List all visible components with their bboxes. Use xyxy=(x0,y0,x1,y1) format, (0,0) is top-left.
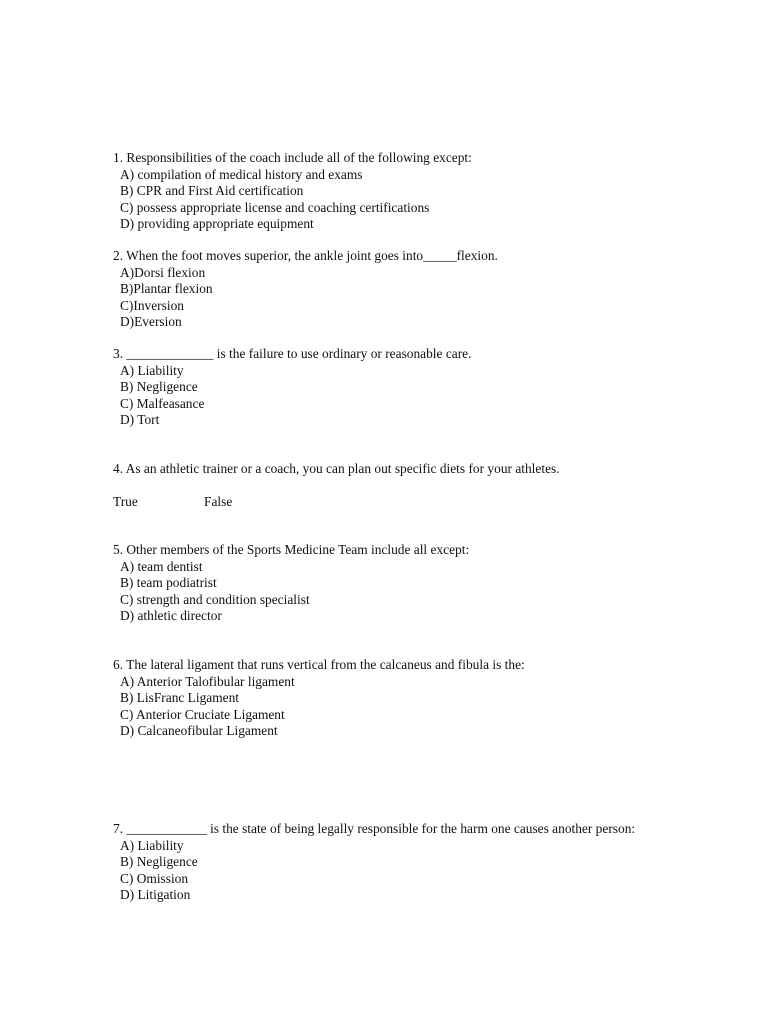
question-3-option-b: B) Negligence xyxy=(120,379,198,394)
question-1-prompt: 1. Responsibilities of the coach include all of the following except: xyxy=(113,150,472,165)
question-2-option-c: C)Inversion xyxy=(120,297,184,313)
question-1-option-d: D) providing appropriate equipment xyxy=(120,216,314,231)
question-1 xyxy=(113,150,753,233)
question-3 xyxy=(113,346,753,429)
question-6-option-a: A) Anterior Talofibular ligament xyxy=(120,673,295,689)
question-5-option-b: B) team podiatrist xyxy=(120,575,217,590)
question-5 xyxy=(113,542,753,625)
question-5-option-d: D) athletic director xyxy=(120,608,222,623)
true-option: True xyxy=(113,494,138,509)
question-4 xyxy=(113,461,753,478)
question-2-option-b: B)Plantar flexion xyxy=(120,281,213,296)
question-3-option-d: D) Tort xyxy=(120,412,160,427)
question-5-prompt: 5. Other members of the Sports Medicine Team include all except: xyxy=(113,542,470,557)
question-7-option-d: D) Litigation xyxy=(120,887,191,902)
question-4-prompt: 4. As an athletic trainer or a coach, you can plan out specific diets for your athletes. xyxy=(113,461,560,476)
question-1-option-a: A) compilation of medical history and exams xyxy=(120,166,363,182)
question-6-prompt: 6. The lateral ligament that runs vertical from the calcaneus and fibula is the: xyxy=(113,657,525,672)
question-7-prompt: 7. ____________ is the state of being legally responsible for the harm one causes another person: xyxy=(113,821,636,836)
question-6 xyxy=(113,657,753,740)
question-2-prompt: 2. When the foot moves superior, the ankle joint goes into_____flexion. xyxy=(113,248,498,263)
question-4-answer-choices xyxy=(113,494,413,511)
question-7-option-a: A) Liability xyxy=(120,837,184,853)
question-6-option-c: C) Anterior Cruciate Ligament xyxy=(120,706,285,722)
question-1-option-c: C) possess appropriate license and coaching certifications xyxy=(120,199,430,215)
question-6-option-b: B) LisFranc Ligament xyxy=(120,690,239,705)
question-3-option-a: A) Liability xyxy=(120,362,184,378)
question-3-option-c: C) Malfeasance xyxy=(120,395,205,411)
question-7-option-b: B) Negligence xyxy=(120,854,198,869)
question-2 xyxy=(113,248,753,331)
question-1-option-b: B) CPR and First Aid certification xyxy=(120,183,304,198)
question-7-option-c: C) Omission xyxy=(120,870,189,886)
question-5-option-c: C) strength and condition specialist xyxy=(120,591,310,607)
question-6-option-d: D) Calcaneofibular Ligament xyxy=(120,723,278,738)
question-2-option-d: D)Eversion xyxy=(120,314,182,329)
question-3-prompt: 3. _____________ is the failure to use ordinary or reasonable care. xyxy=(113,346,472,361)
question-2-option-a: A)Dorsi flexion xyxy=(120,264,206,280)
question-5-option-a: A) team dentist xyxy=(120,558,203,574)
question-7 xyxy=(113,821,753,904)
false-option: False xyxy=(204,494,233,509)
